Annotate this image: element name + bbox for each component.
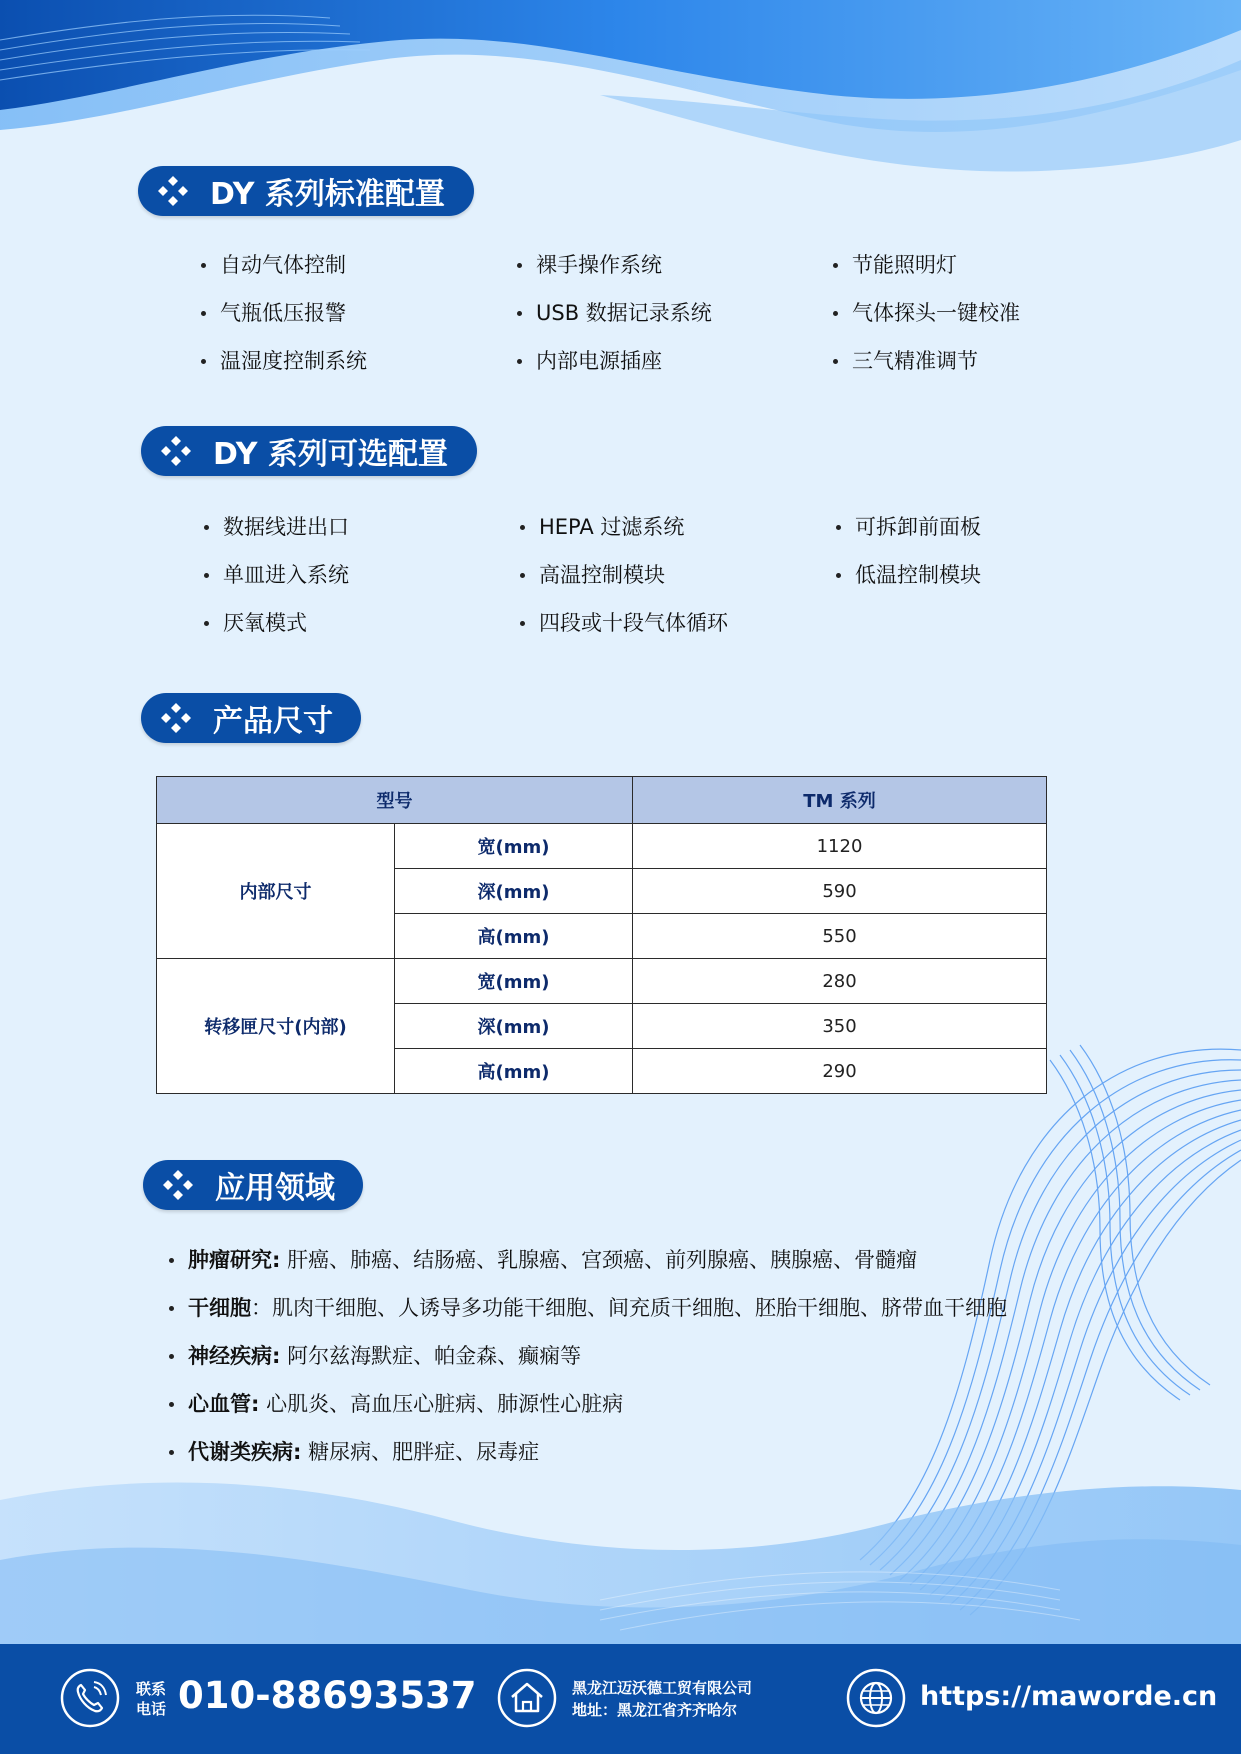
list-item: 三气精准调节 xyxy=(830,347,1138,375)
dimension-label: 高(mm) xyxy=(395,1049,633,1094)
dimension-value: 350 xyxy=(633,1004,1047,1049)
list-item: USB 数据记录系统 xyxy=(514,299,830,327)
phone-icon xyxy=(60,1668,120,1728)
list-item: 自动气体控制 xyxy=(198,251,514,279)
dimension-label: 深(mm) xyxy=(395,869,633,914)
list-item: 裸手操作系统 xyxy=(514,251,830,279)
list-item: 可拆卸前面板 xyxy=(833,513,1141,541)
list-item: 四段或十段气体循环 xyxy=(517,609,833,637)
list-item: HEPA 过滤系统 xyxy=(517,513,833,541)
list-item: 高温控制模块 xyxy=(517,561,833,589)
product-size-title: 产品尺寸 xyxy=(213,704,333,739)
list-item: 内部电源插座 xyxy=(514,347,830,375)
standard-config-heading xyxy=(138,166,474,216)
dimension-label: 宽(mm) xyxy=(395,959,633,1004)
list-item: 厌氧模式 xyxy=(201,609,517,637)
list-item: 低温控制模块 xyxy=(833,561,1141,589)
product-size-heading xyxy=(141,693,361,743)
diamond-cluster-icon xyxy=(159,434,193,468)
diamond-cluster-icon xyxy=(161,1168,195,1202)
applications-title: 应用领域 xyxy=(215,1171,335,1206)
list-item: 温湿度控制系统 xyxy=(198,347,514,375)
dimension-value: 280 xyxy=(633,959,1047,1004)
footer-bar xyxy=(0,1644,1241,1754)
table-row xyxy=(157,824,1047,869)
dimension-value: 290 xyxy=(633,1049,1047,1094)
website-link[interactable]: https://maworde.cn xyxy=(920,1681,1218,1712)
application-text: 肝癌、肺癌、结肠癌、乳腺癌、宫颈癌、前列腺癌、胰腺癌、骨髓瘤 xyxy=(280,1248,918,1272)
application-label: 肿瘤研究: xyxy=(188,1248,281,1272)
contact-label-line-1: 联系 xyxy=(136,1680,167,1698)
list-item xyxy=(166,1438,1086,1466)
group-label: 内部尺寸 xyxy=(157,824,395,959)
header-series: TM 系列 xyxy=(633,777,1047,824)
dimension-label: 宽(mm) xyxy=(395,824,633,869)
company-address: 地址：黑龙江省齐齐哈尔 xyxy=(572,1701,738,1719)
standard-config-title: DY 系列标准配置 xyxy=(210,177,445,212)
optional-config-title: DY 系列可选配置 xyxy=(213,437,448,472)
dimension-label: 深(mm) xyxy=(395,1004,633,1049)
contact-label-line-2: 电话 xyxy=(136,1700,167,1718)
table-header-row xyxy=(157,777,1047,824)
optional-config-heading xyxy=(141,426,477,476)
list-item: 气瓶低压报警 xyxy=(198,299,514,327)
contact-phone[interactable]: 010-88693537 xyxy=(178,1674,477,1717)
application-label: 代谢类疾病: xyxy=(188,1440,302,1464)
table-row xyxy=(157,959,1047,1004)
dimension-value: 550 xyxy=(633,914,1047,959)
dimension-value: 1120 xyxy=(633,824,1047,869)
list-item: 单皿进入系统 xyxy=(201,561,517,589)
header-model: 型号 xyxy=(157,777,633,824)
list-item xyxy=(166,1390,1086,1418)
list-item xyxy=(166,1294,1086,1322)
application-label: 心血管: xyxy=(188,1392,260,1416)
list-item xyxy=(166,1342,1086,1370)
dimension-label: 高(mm) xyxy=(395,914,633,959)
application-text: ：肌肉干细胞、人诱导多功能干细胞、间充质干细胞、胚胎干细胞、脐带血干细胞 xyxy=(251,1296,1007,1320)
globe-icon xyxy=(846,1668,906,1728)
application-text: 糖尿病、肥胖症、尿毒症 xyxy=(301,1440,540,1464)
applications-list xyxy=(166,1246,1086,1486)
application-text: 心肌炎、高血压心脏病、肺源性心脏病 xyxy=(259,1392,624,1416)
list-item: 节能照明灯 xyxy=(830,251,1138,279)
applications-heading xyxy=(143,1160,363,1210)
optional-config-list xyxy=(201,513,1141,637)
application-label: 干细胞 xyxy=(188,1296,251,1320)
list-item: 气体探头一键校准 xyxy=(830,299,1138,327)
list-item: 数据线进出口 xyxy=(201,513,517,541)
home-icon xyxy=(497,1668,557,1728)
product-size-table xyxy=(156,776,1047,1094)
application-label: 神经疾病: xyxy=(188,1344,281,1368)
diamond-cluster-icon xyxy=(159,701,193,735)
company-name: 黑龙江迈沃德工贸有限公司 xyxy=(572,1679,753,1697)
diamond-cluster-icon xyxy=(156,174,190,208)
group-label: 转移匣尺寸(内部) xyxy=(157,959,395,1094)
standard-config-list xyxy=(198,251,1138,375)
dimension-value: 590 xyxy=(633,869,1047,914)
application-text: 阿尔兹海默症、帕金森、癫痫等 xyxy=(280,1344,582,1368)
list-item xyxy=(166,1246,1086,1274)
